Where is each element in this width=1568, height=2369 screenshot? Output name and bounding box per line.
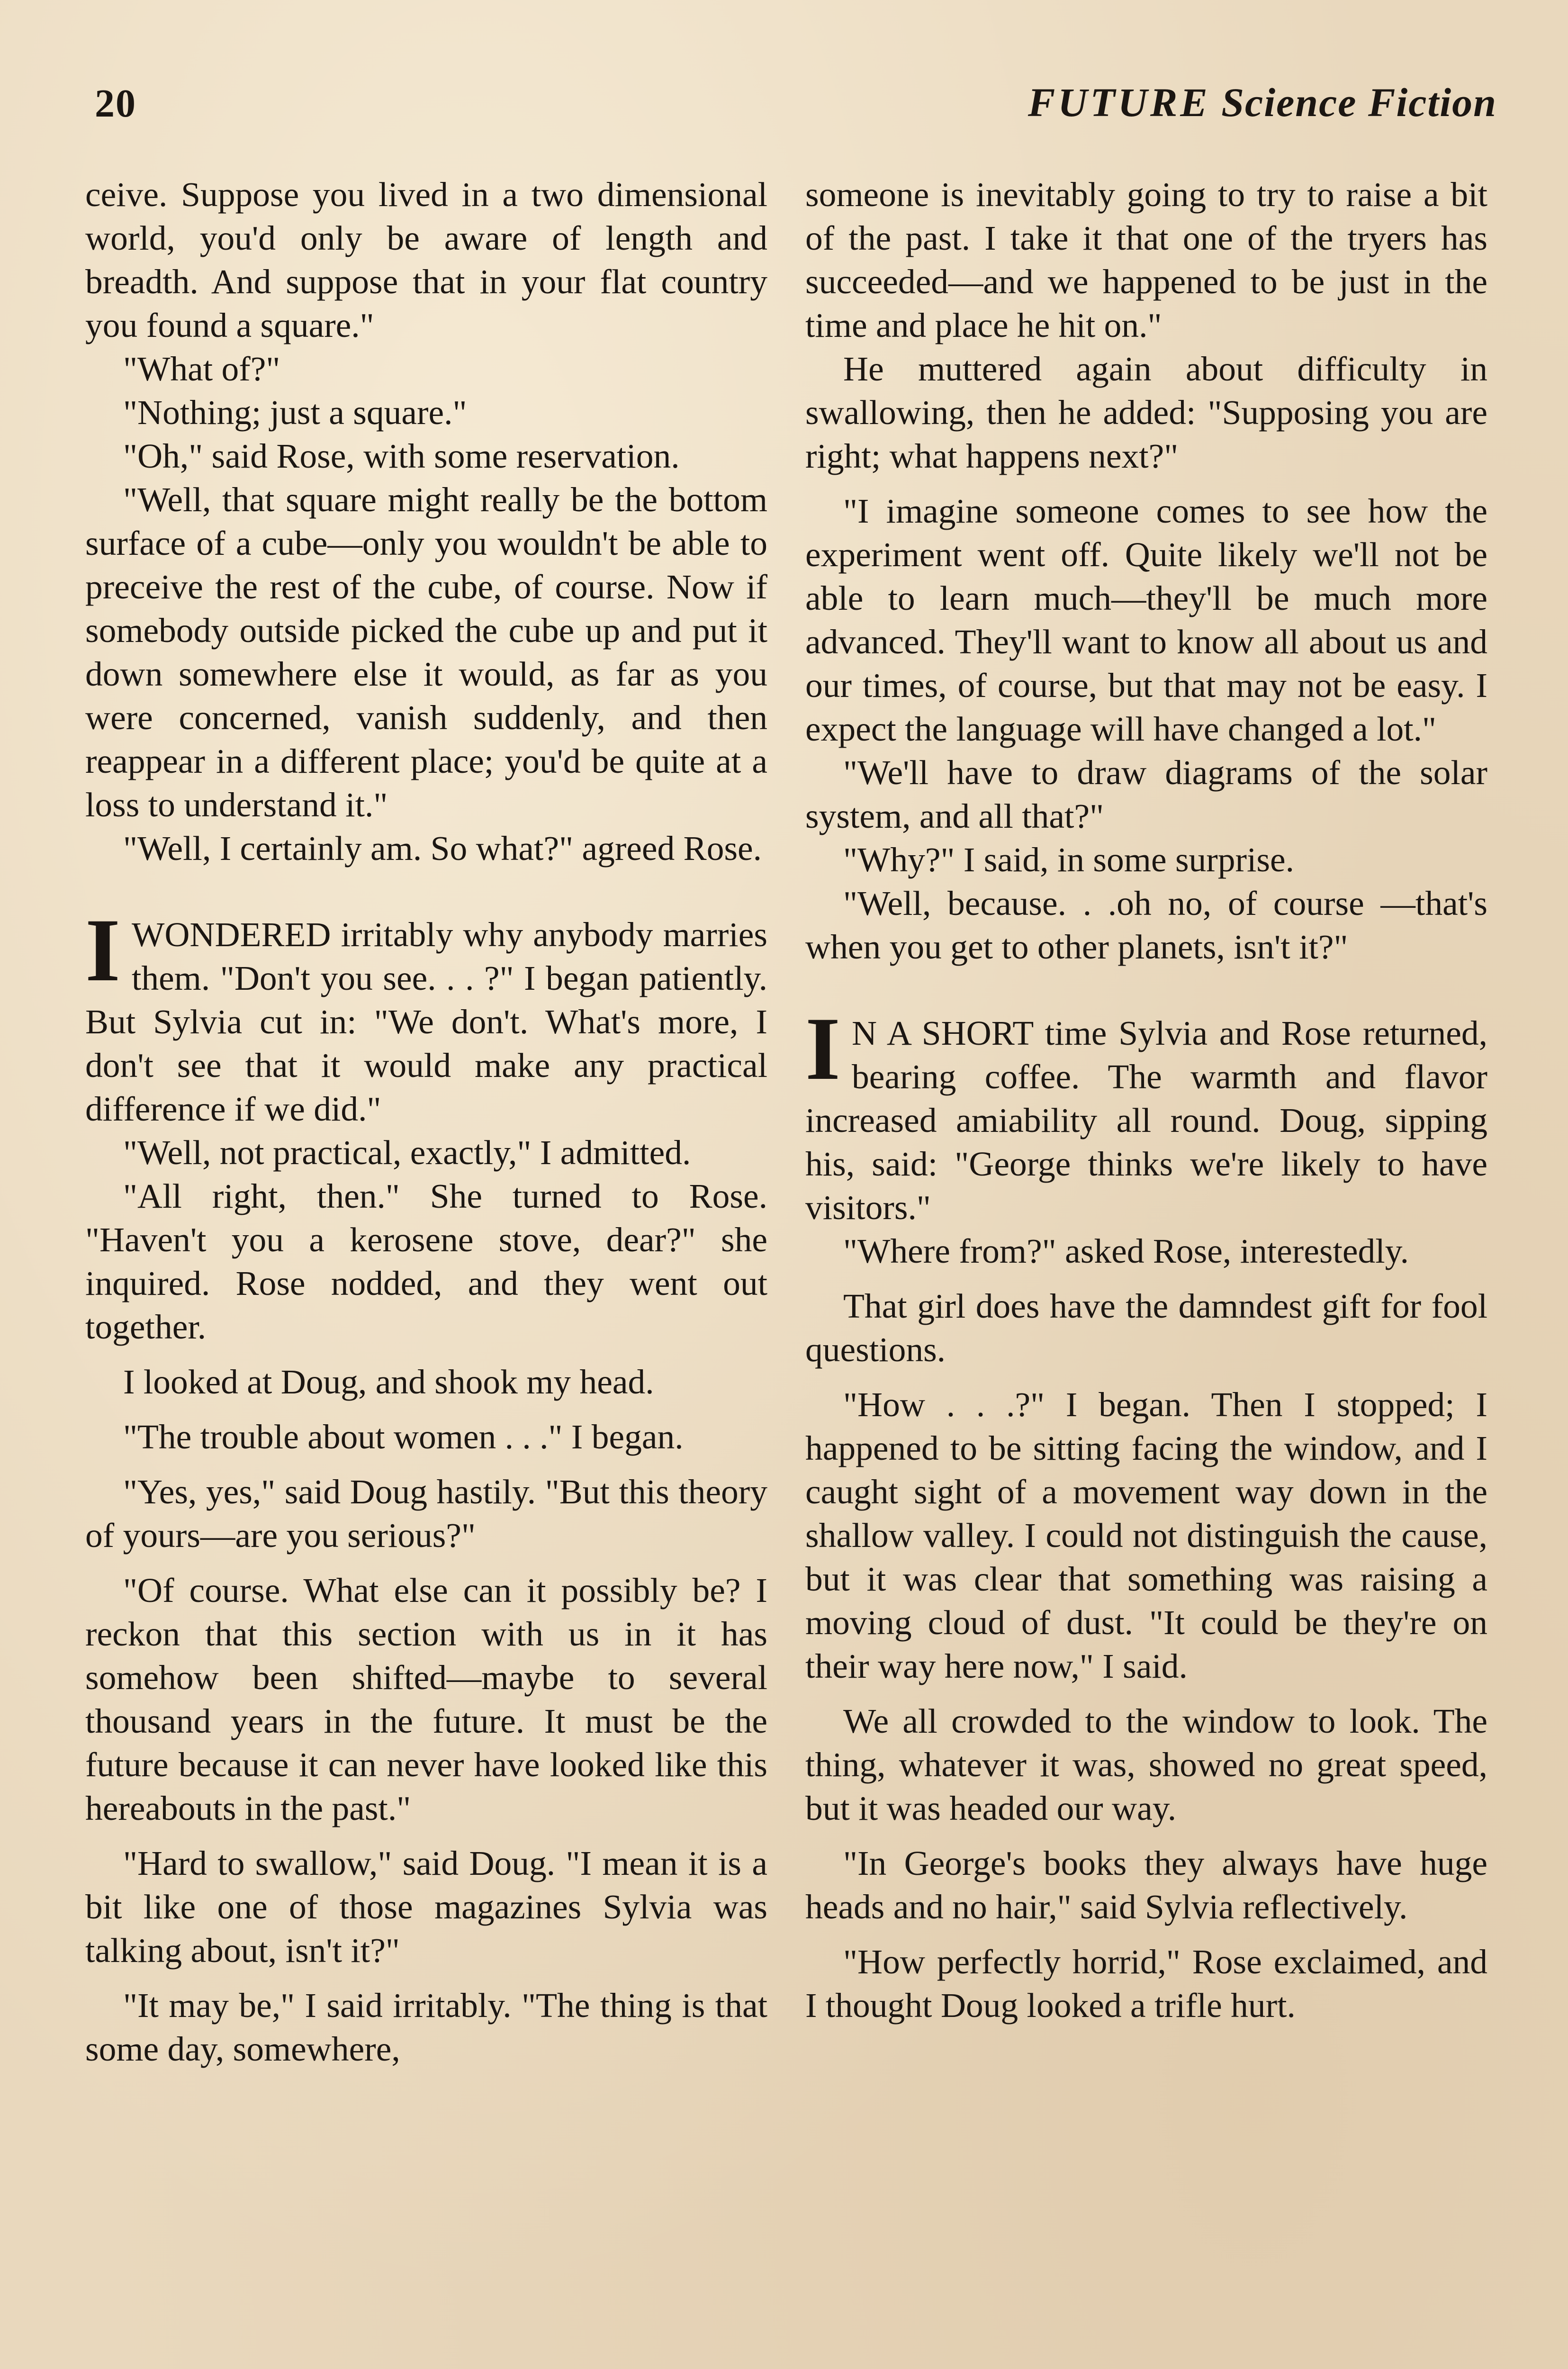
paragraph: "We'll have to draw diagrams of the solar system, and all that?" xyxy=(805,753,1487,835)
paragraph: "How perfectly horrid," Rose exclaimed, and I thought Doug looked a trifle hurt. xyxy=(805,1943,1487,2025)
paragraph: "Of course. What else can it possibly be? I reckon that this section with us in it has somehow been shifted—maybe to several thousand years in the future. It must be the future because it can never have looked like this hereabouts in the past." xyxy=(85,1571,767,1827)
section-opening-text: WONDERED irritably why anybody marries them. "Don't you see. . . ?" I began patiently. But Sylvia cut in: "We don't. What's more, I don't see that it would make any practical difference if we did." xyxy=(85,915,767,1128)
paragraph: I looked at Doug, and shook my head. xyxy=(123,1363,654,1401)
paragraph: "It may be," I said irritably. "The thing is that some day, somewhere, xyxy=(85,1986,767,2068)
drop-cap: I xyxy=(85,901,120,1000)
paragraph: ceive. Suppose you lived in a two dimensional world, you'd only be aware of length and breadth. And suppose that in your flat country you found a square." xyxy=(85,175,767,344)
paragraph: "How . . .?" I began. Then I stopped; I happened to be sitting facing the window, and I caught sight of a movement way down in the shallow valley. I could not distinguish the cause, but it was clear that something was raising a moving cloud of dust. "It could be they're on their way here now," I said. xyxy=(805,1385,1487,1685)
page-number: 20 xyxy=(95,81,136,126)
paragraph: "What of?" xyxy=(123,350,280,388)
paragraph: "The trouble about women . . ." I began. xyxy=(123,1418,684,1456)
paragraph: He muttered again about difficulty in swallowing, then he added: "Supposing you are right; what happens next?" xyxy=(805,350,1487,475)
running-head xyxy=(1028,79,1497,126)
right-column xyxy=(805,173,1487,2027)
paragraph: "In George's books they always have huge heads and no hair," said Sylvia reflectively. xyxy=(805,1844,1487,1926)
drop-cap: I xyxy=(805,999,840,1099)
paragraph: "Oh," said Rose, with some reservation. xyxy=(123,437,680,475)
section-opening-paragraph xyxy=(805,999,1487,1230)
paragraph: That girl does have the damndest gift for fool questions. xyxy=(805,1287,1487,1369)
paragraph: "Well, that square might really be the bottom surface of a cube—only you wouldn't be able to preceive the rest of the cube, of course. Now if somebody outside picked the cube up and put it down somewhere else it would, as far as you were concerned, vanish suddenly, and then reappear in a different place; you'd be quite at a loss to understand it." xyxy=(85,480,767,824)
paragraph: "Hard to swallow," said Doug. "I mean it is a bit like one of those magazines Sylvia was talking about, isn't it?" xyxy=(85,1844,767,1970)
magazine-subtitle: Science Fiction xyxy=(1221,80,1497,125)
paragraph: someone is inevitably going to try to raise a bit of the past. I take it that one of the tryers has succeeded—and we happened to be just in the time and place he hit on." xyxy=(805,175,1487,344)
paragraph: "Well, because. . .oh no, of course —that's when you get to other planets, isn't it?" xyxy=(805,884,1487,966)
section-opening-paragraph xyxy=(85,901,767,1131)
left-column xyxy=(85,173,767,2071)
paragraph: "I imagine someone comes to see how the experiment went off. Quite likely we'll not be able to learn much—they'll be much more advanced. They'll want to know all about us and our times, of course, but that may not be easy. I expect the language will have changed a lot." xyxy=(805,492,1487,748)
paragraph: "Yes, yes," said Doug hastily. "But this theory of yours—are you serious?" xyxy=(85,1473,767,1555)
magazine-title: FUTURE xyxy=(1027,80,1210,125)
paragraph: We all crowded to the window to look. The thing, whatever it was, showed no great speed, but it was headed our way. xyxy=(805,1702,1487,1827)
paragraph: "Why?" I said, in some surprise. xyxy=(843,841,1295,879)
paragraph: "Well, I certainly am. So what?" agreed Rose. xyxy=(123,829,762,868)
paragraph: "Nothing; just a square." xyxy=(123,393,467,432)
paragraph: "All right, then." She turned to Rose. "Haven't you a kerosene stove, dear?" she inquired. Rose nodded, and they went out together. xyxy=(85,1177,767,1346)
paragraph: "Well, not practical, exactly," I admitted. xyxy=(123,1133,691,1172)
page-header xyxy=(95,76,1497,142)
section-opening-text: N A SHORT time Sylvia and Rose returned, bearing coffee. The warmth and flavor increased amiability all round. Doug, sipping his, said: "George thinks we're likely to have visitors." xyxy=(805,1014,1487,1227)
paragraph: "Where from?" asked Rose, interestedly. xyxy=(843,1232,1409,1270)
